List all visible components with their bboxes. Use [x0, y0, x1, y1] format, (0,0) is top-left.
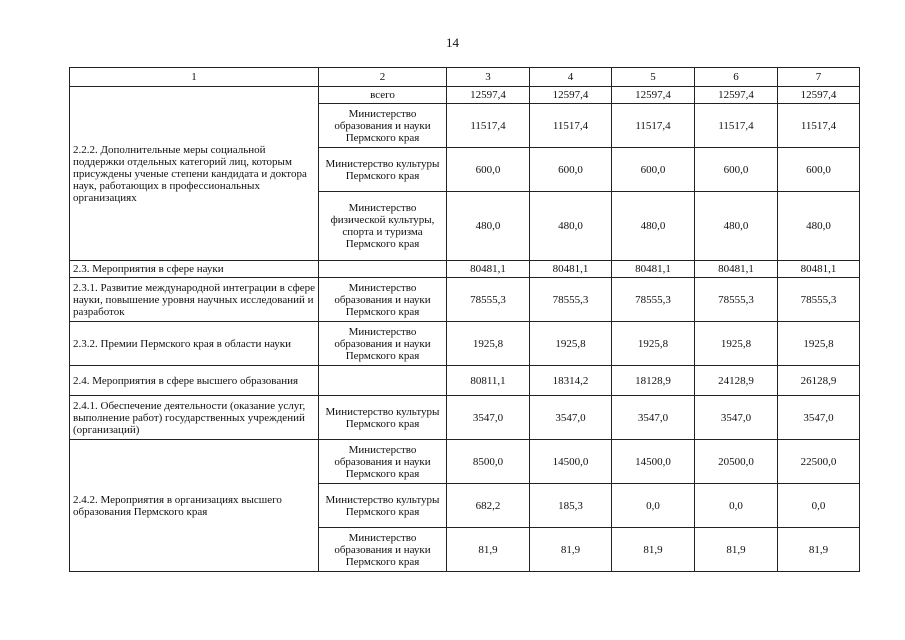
measure-name-cell: 2.3.2. Премии Пермского края в области науки: [70, 322, 319, 366]
table-row: [70, 278, 860, 322]
budget-table: [69, 67, 860, 572]
table-row: [70, 440, 860, 484]
executor-cell: Министерство образования и науки Пермского края: [319, 322, 447, 366]
amount-cell: 1925,8: [530, 322, 612, 366]
executor-cell: [319, 366, 447, 396]
amount-cell: 81,9: [530, 528, 612, 572]
column-header: 4: [530, 68, 612, 87]
table-row: [70, 261, 860, 278]
amount-cell: 81,9: [695, 528, 778, 572]
executor-cell: всего: [319, 87, 447, 104]
executor-cell: Министерство образования и науки Пермского края: [319, 440, 447, 484]
executor-cell: Министерство образования и науки Пермского края: [319, 104, 447, 148]
amount-cell: 11517,4: [612, 104, 695, 148]
amount-cell: 600,0: [778, 148, 860, 192]
amount-cell: 3547,0: [447, 396, 530, 440]
column-header: 3: [447, 68, 530, 87]
amount-cell: 3547,0: [695, 396, 778, 440]
amount-cell: 78555,3: [530, 278, 612, 322]
executor-cell: [319, 261, 447, 278]
amount-cell: 14500,0: [612, 440, 695, 484]
column-header: 2: [319, 68, 447, 87]
page-number: 14: [446, 35, 459, 50]
amount-cell: 12597,4: [447, 87, 530, 104]
amount-cell: 3547,0: [778, 396, 860, 440]
amount-cell: 480,0: [778, 192, 860, 261]
amount-cell: 12597,4: [778, 87, 860, 104]
amount-cell: 78555,3: [612, 278, 695, 322]
amount-cell: 600,0: [612, 148, 695, 192]
amount-cell: 18128,9: [612, 366, 695, 396]
amount-cell: 81,9: [778, 528, 860, 572]
amount-cell: 78555,3: [695, 278, 778, 322]
amount-cell: 600,0: [447, 148, 530, 192]
amount-cell: 480,0: [447, 192, 530, 261]
amount-cell: 0,0: [778, 484, 860, 528]
amount-cell: 12597,4: [695, 87, 778, 104]
amount-cell: 1925,8: [612, 322, 695, 366]
amount-cell: 20500,0: [695, 440, 778, 484]
table-row: [70, 396, 860, 440]
amount-cell: 11517,4: [778, 104, 860, 148]
amount-cell: 0,0: [695, 484, 778, 528]
amount-cell: 80481,1: [447, 261, 530, 278]
amount-cell: 600,0: [695, 148, 778, 192]
measure-name-cell: 2.2.2. Дополнительные меры социальной поддержки отдельных категорий лиц, которым присуждены ученые степени кандидата и доктора наук, работающих в профессиональных организациях: [70, 87, 319, 261]
amount-cell: 682,2: [447, 484, 530, 528]
amount-cell: 480,0: [695, 192, 778, 261]
amount-cell: 81,9: [612, 528, 695, 572]
table-row: [70, 87, 860, 104]
amount-cell: 24128,9: [695, 366, 778, 396]
column-header: 6: [695, 68, 778, 87]
measure-name-cell: 2.4.1. Обеспечение деятельности (оказание услуг, выполнение работ) государственных учреждений (организаций): [70, 396, 319, 440]
amount-cell: 80811,1: [447, 366, 530, 396]
amount-cell: 18314,2: [530, 366, 612, 396]
header-row: [70, 68, 860, 87]
table-row: [70, 322, 860, 366]
measure-name-cell: 2.4. Мероприятия в сфере высшего образования: [70, 366, 319, 396]
amount-cell: 12597,4: [530, 87, 612, 104]
amount-cell: 3547,0: [612, 396, 695, 440]
executor-cell: Министерство культуры Пермского края: [319, 396, 447, 440]
amount-cell: 81,9: [447, 528, 530, 572]
amount-cell: 1925,8: [695, 322, 778, 366]
amount-cell: 1925,8: [447, 322, 530, 366]
measure-name-cell: 2.4.2. Мероприятия в организациях высшего образования Пермского края: [70, 440, 319, 572]
amount-cell: 600,0: [530, 148, 612, 192]
amount-cell: 11517,4: [530, 104, 612, 148]
amount-cell: 78555,3: [447, 278, 530, 322]
amount-cell: 14500,0: [530, 440, 612, 484]
amount-cell: 80481,1: [695, 261, 778, 278]
amount-cell: 78555,3: [778, 278, 860, 322]
amount-cell: 0,0: [612, 484, 695, 528]
amount-cell: 22500,0: [778, 440, 860, 484]
amount-cell: 11517,4: [695, 104, 778, 148]
table-row: [70, 366, 860, 396]
amount-cell: 80481,1: [612, 261, 695, 278]
executor-cell: Министерство культуры Пермского края: [319, 484, 447, 528]
column-header: 7: [778, 68, 860, 87]
amount-cell: 480,0: [530, 192, 612, 261]
amount-cell: 80481,1: [778, 261, 860, 278]
amount-cell: 3547,0: [530, 396, 612, 440]
amount-cell: 80481,1: [530, 261, 612, 278]
measure-name-cell: 2.3. Мероприятия в сфере науки: [70, 261, 319, 278]
executor-cell: Министерство образования и науки Пермского края: [319, 528, 447, 572]
amount-cell: 11517,4: [447, 104, 530, 148]
amount-cell: 8500,0: [447, 440, 530, 484]
amount-cell: 480,0: [612, 192, 695, 261]
column-header: 1: [70, 68, 319, 87]
executor-cell: Министерство физической культуры, спорта и туризма Пермского края: [319, 192, 447, 261]
amount-cell: 185,3: [530, 484, 612, 528]
measure-name-cell: 2.3.1. Развитие международной интеграции в сфере науки, повышение уровня научных исследований и разработок: [70, 278, 319, 322]
amount-cell: 12597,4: [612, 87, 695, 104]
amount-cell: 1925,8: [778, 322, 860, 366]
amount-cell: 26128,9: [778, 366, 860, 396]
executor-cell: Министерство образования и науки Пермского края: [319, 278, 447, 322]
executor-cell: Министерство культуры Пермского края: [319, 148, 447, 192]
column-header: 5: [612, 68, 695, 87]
